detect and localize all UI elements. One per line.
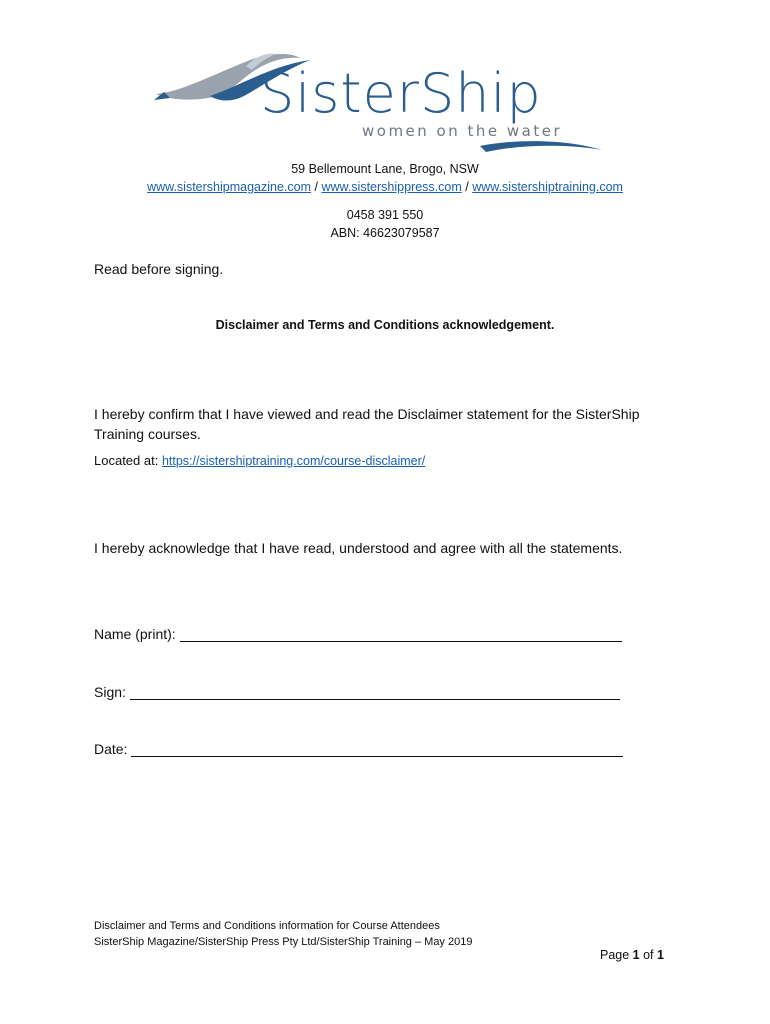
training-link[interactable]: www.sistershiptraining.com [472, 180, 623, 194]
name-label: Name (print): [94, 626, 176, 642]
date-field [94, 741, 623, 757]
magazine-link[interactable]: www.sistershipmagazine.com [147, 180, 312, 194]
sign-line[interactable] [130, 685, 620, 700]
acknowledge-paragraph: I hereby acknowledge that I have read, understood and agree with all the statements. [94, 540, 623, 556]
page-total: 1 [657, 948, 664, 962]
page-of: of [639, 948, 657, 962]
abn: ABN: 46623079587 [330, 226, 440, 240]
sign-field [94, 684, 620, 700]
sign-label: Sign: [94, 684, 126, 700]
disclaimer-link[interactable]: https://sistershiptraining.com/course-disclaimer/ [161, 454, 426, 468]
located-label: Located at: [94, 453, 162, 468]
confirm-line-1: I hereby confirm that I have viewed and read the Disclaimer statement for the SisterShip [94, 406, 640, 422]
date-label: Date: [94, 741, 128, 757]
address: 59 Bellemount Lane, Brogo, NSW [291, 162, 479, 176]
page-footer [94, 918, 472, 950]
sistership-logo [150, 46, 610, 164]
date-line[interactable] [131, 742, 623, 757]
read-before-note: Read before signing. [94, 261, 224, 277]
name-line[interactable] [180, 627, 622, 642]
page-number [600, 948, 664, 962]
footer-line-2: SisterShip Magazine/SisterShip Press Pty Ltd/SisterShip Training – May 2019 [94, 936, 473, 948]
link-separator: / [311, 180, 322, 194]
confirm-paragraph [94, 404, 684, 444]
press-link[interactable]: www.sistershippress.com [321, 180, 462, 194]
page-current: 1 [632, 948, 640, 962]
brand-text: SisterShip [260, 62, 542, 125]
phone: 0458 391 550 [346, 208, 424, 222]
confirm-line-2: Training courses. [94, 426, 201, 442]
footer-line-1: Disclaimer and Terms and Conditions information for Course Attendees [94, 920, 440, 932]
dolphin-logo-icon [150, 46, 610, 164]
brand-tagline: women on the water [362, 122, 563, 140]
located-at [94, 453, 425, 468]
name-field [94, 626, 622, 642]
link-separator: / [461, 180, 473, 194]
page-word: Page [600, 948, 633, 962]
website-links [0, 178, 770, 196]
letterhead [0, 160, 770, 242]
document-title: Disclaimer and Terms and Conditions acknowledgement. [215, 318, 555, 332]
